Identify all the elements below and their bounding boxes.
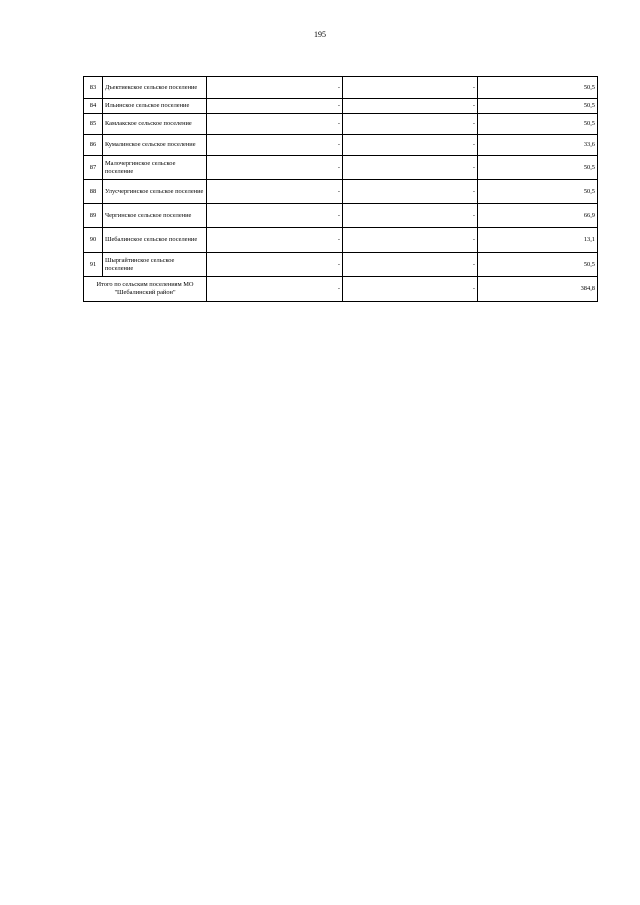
table-row: [84, 204, 598, 228]
column-3-value: -: [207, 156, 343, 180]
amount-value: 50,5: [478, 114, 598, 135]
amount-value: 50,5: [478, 156, 598, 180]
settlement-name: Шебалинское сельское поселение: [103, 228, 207, 253]
table-row: [84, 228, 598, 253]
column-4-value: -: [343, 204, 478, 228]
column-4-value: -: [343, 156, 478, 180]
column-3-value: -: [207, 228, 343, 253]
amount-value: 33,6: [478, 135, 598, 156]
table-row: [84, 77, 598, 99]
page-number: 195: [314, 30, 326, 39]
column-4-value: -: [343, 77, 478, 99]
settlement-name: Шыргайтинское сельское поселение: [103, 253, 207, 277]
column-3-value: -: [207, 135, 343, 156]
table-row: [84, 99, 598, 114]
table-row: [84, 180, 598, 204]
column-4-value: -: [343, 135, 478, 156]
column-4-value: -: [343, 228, 478, 253]
settlement-name: Камлакское сельское поселение: [103, 114, 207, 135]
amount-value: 50,5: [478, 253, 598, 277]
row-number: 85: [84, 114, 103, 135]
table-row: [84, 114, 598, 135]
settlement-budget-table: [83, 76, 598, 302]
row-number: 87: [84, 156, 103, 180]
amount-value: 50,5: [478, 99, 598, 114]
amount-value: 66,9: [478, 204, 598, 228]
settlement-name: Ильинское сельское поселение: [103, 99, 207, 114]
column-3-value: -: [207, 99, 343, 114]
row-number: 91: [84, 253, 103, 277]
column-4-value: -: [343, 180, 478, 204]
column-3-value: -: [207, 180, 343, 204]
settlement-name: Малочергинское сельское поселение: [103, 156, 207, 180]
row-number: 83: [84, 77, 103, 99]
column-3-value: -: [207, 77, 343, 99]
column-4-value: -: [343, 114, 478, 135]
total-row: [84, 277, 598, 302]
amount-value: 13,1: [478, 228, 598, 253]
column-3-value: -: [207, 253, 343, 277]
settlement-name: Чергинское сельское поселение: [103, 204, 207, 228]
table-row: [84, 135, 598, 156]
amount-value: 50,5: [478, 77, 598, 99]
table-row: [84, 156, 598, 180]
row-number: 89: [84, 204, 103, 228]
settlement-name: Кумалинское сельское поселение: [103, 135, 207, 156]
column-4-value: -: [343, 253, 478, 277]
settlement-name: Дъектиекское сельское поселение: [103, 77, 207, 99]
amount-value: 50,5: [478, 180, 598, 204]
table-row: [84, 253, 598, 277]
row-number: 90: [84, 228, 103, 253]
row-number: 84: [84, 99, 103, 114]
column-4-value: -: [343, 99, 478, 114]
row-number: 88: [84, 180, 103, 204]
total-column-4-value: -: [343, 277, 478, 302]
settlement-name: Улусчергинское сельское поселение: [103, 180, 207, 204]
row-number: 86: [84, 135, 103, 156]
column-3-value: -: [207, 204, 343, 228]
total-amount-value: 384,8: [478, 277, 598, 302]
total-column-3-value: -: [207, 277, 343, 302]
column-3-value: -: [207, 114, 343, 135]
total-label: Итого по сельским поселениям МО "Шебалинский район": [84, 277, 207, 302]
